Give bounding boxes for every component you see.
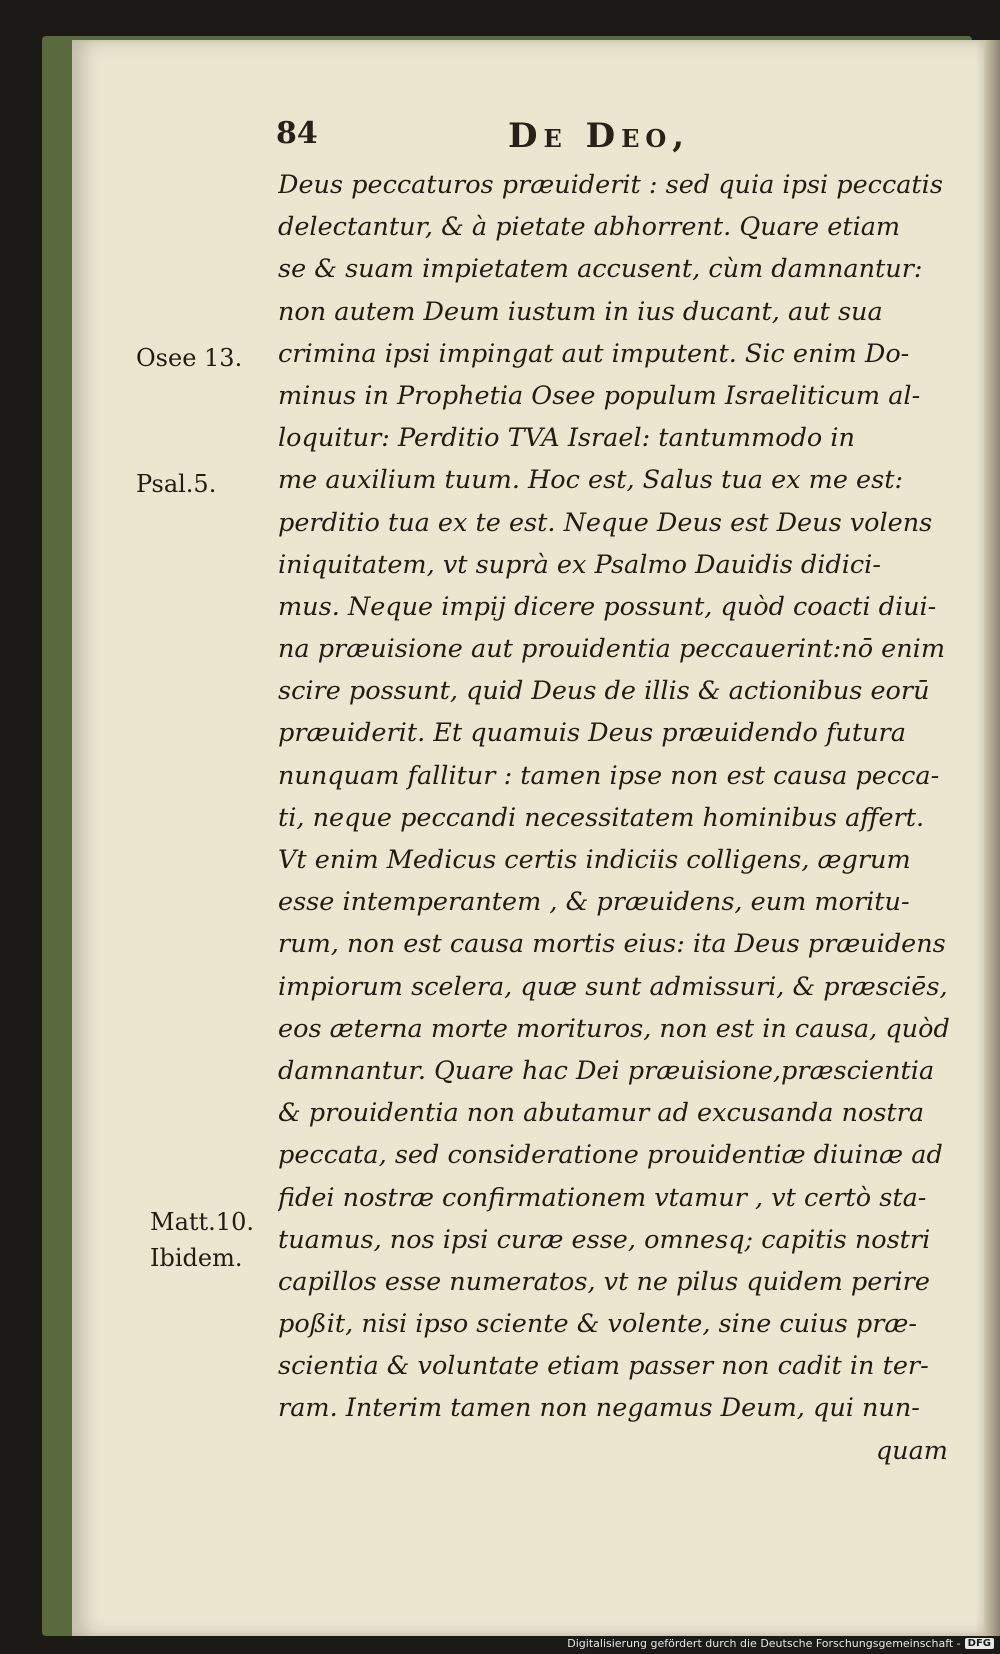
text-line: na præuisione aut prouidentia peccauerint:nō enim [278, 634, 946, 665]
page-number: 84 [276, 116, 318, 151]
marginal-note-osee: Osee 13. [136, 344, 243, 372]
running-head: De Deo, [508, 116, 691, 156]
text-line: Deus peccaturos præuiderit : sed quia ipsi peccatis [278, 170, 943, 200]
text-line: delectantur, & à pietate abhorrent. Quare etiam [278, 212, 901, 243]
page-header [0, 116, 1000, 156]
digitization-credit [567, 1637, 994, 1650]
marginal-note-psal: Psal.5. [136, 470, 217, 498]
text-line: minus in Prophetia Osee populum Israeliticum al- [278, 380, 921, 411]
text-line: scientia & voluntate etiam passer non cadit in ter- [278, 1351, 929, 1382]
page-edge-shadow [984, 40, 1000, 1636]
text-line: fidei nostræ confirmationem vtamur , vt certò sta- [278, 1182, 927, 1213]
text-line: præuiderit. Et quamuis Deus præuidendo futura [278, 718, 906, 749]
text-line: nunquam fallitur : tamen ipse non est causa pecca- [278, 760, 940, 791]
text-line: rum, non est causa mortis eius: ita Deus præuidens [278, 929, 946, 960]
body-text [278, 164, 958, 1472]
text-line: mus. Neque impij dicere possunt, quòd coacti diui- [278, 591, 937, 622]
text-line: Vt enim Medicus certis indiciis colligens, ægrum [278, 845, 911, 875]
text-line: & prouidentia non abutamur ad excusanda nostra [278, 1098, 925, 1129]
text-line: crimina ipsi impingat aut imputent. Sic enim Do- [278, 338, 910, 369]
text-line: capillos esse numeratos, vt ne pilus quidem perire [278, 1266, 930, 1297]
text-line: poßit, nisi ipso sciente & volente, sine cuius præ- [278, 1309, 917, 1340]
text-line: me auxilium tuum. Hoc est, Salus tua ex me est: [278, 465, 904, 496]
text-line: eos æterna morte morituros, non est in causa, quòd [278, 1013, 950, 1044]
text-line: tuamus, nos ipsi curæ esse, omnesq; capitis nostri [278, 1224, 931, 1255]
marginal-note-matt: Matt.10. [150, 1208, 254, 1236]
text-line: scire possunt, quid Deus de illis & actionibus eorū [278, 676, 930, 707]
text-line: non autem Deum iustum in ius ducant, aut sua [278, 296, 883, 327]
text-line: ti, neque peccandi necessitatem hominibus affert. [278, 802, 925, 833]
text-line: iniquitatem, vt suprà ex Psalmo Dauidis didici- [278, 549, 881, 580]
text-line: peccata, sed consideratione prouidentiæ diuinæ ad [278, 1140, 943, 1171]
text-line: damnantur. Quare hac Dei præuisione,præscientia [278, 1055, 935, 1086]
credit-text: Digitalisierung gefördert durch die Deutsche Forschungsgemeinschaft - [567, 1637, 961, 1650]
text-line: impiorum scelera, quæ sunt admissuri, & præsciēs, [278, 971, 948, 1002]
text-line: se & suam impietatem accusent, cùm damnantur: [278, 254, 923, 285]
text-line: esse intemperantem , & præuidens, eum moritu- [278, 887, 910, 918]
text-line: ram. Interim tamen non negamus Deum, qui nun- [278, 1393, 920, 1424]
text-line: loquitur: Perditio TVA Israel: tantummodo in [278, 423, 855, 454]
text-line: quam [875, 1435, 948, 1466]
marginal-note-ibidem: Ibidem. [150, 1244, 243, 1272]
text-line: perditio tua ex te est. Neque Deus est Deus volens [278, 507, 933, 538]
dfg-logo: DFG [965, 1638, 994, 1649]
